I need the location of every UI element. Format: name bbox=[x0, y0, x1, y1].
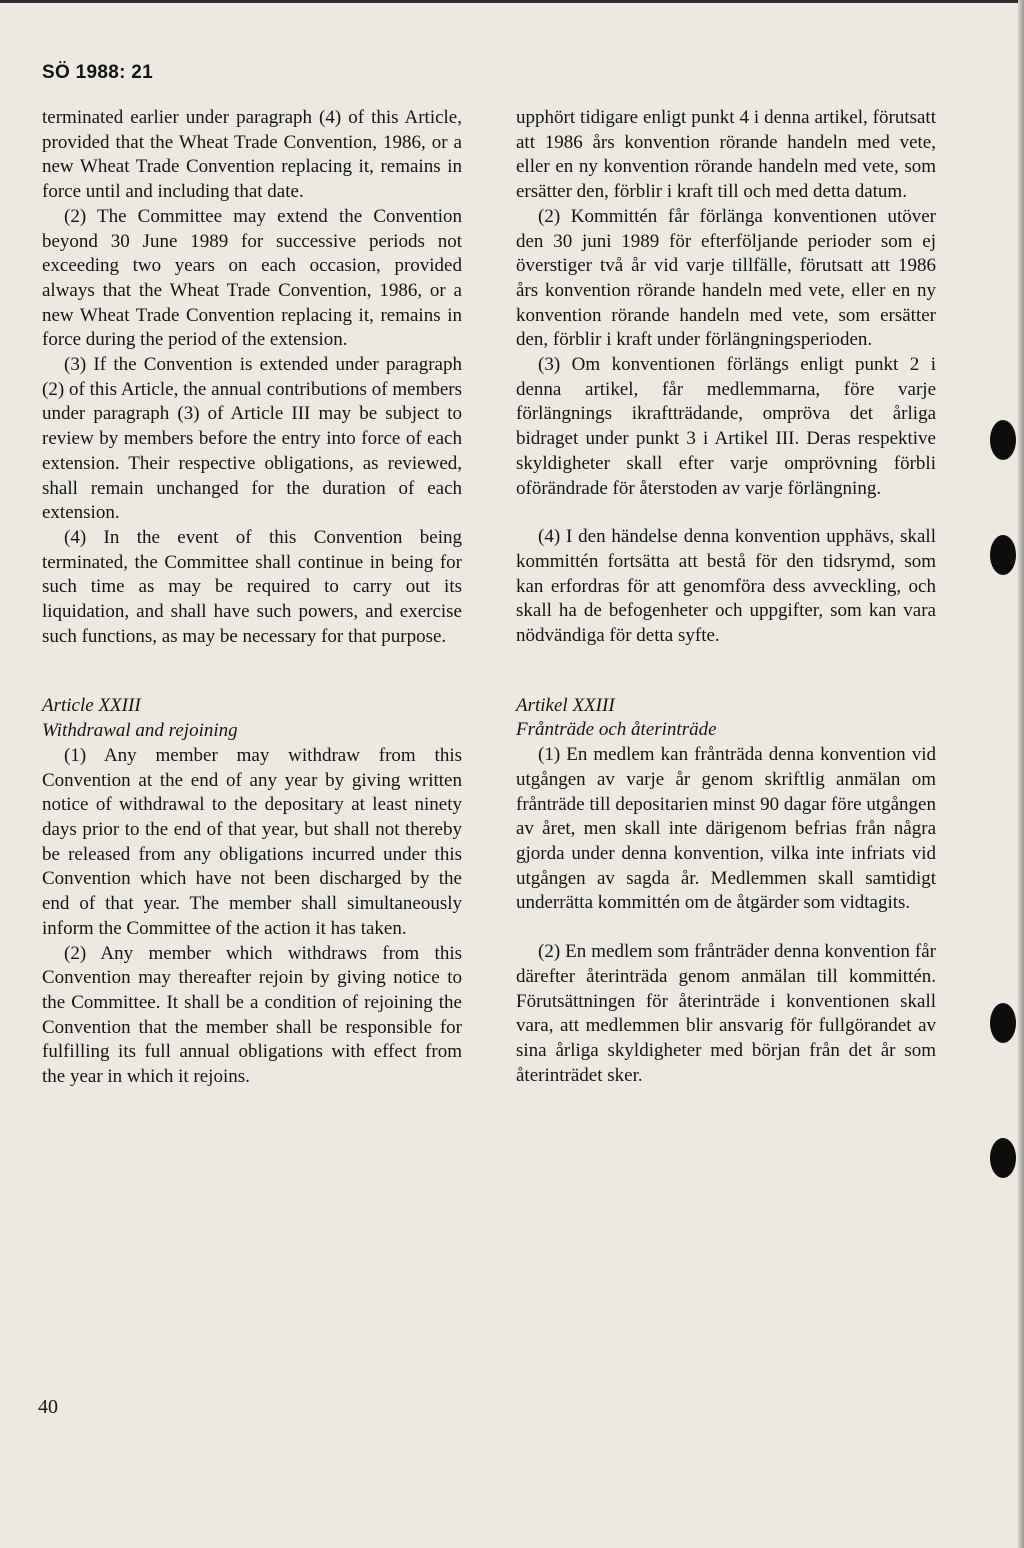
sv-withdrawal-paragraph-2: (2) En medlem som frånträder denna konvention får därefter återinträda genom anmälan till kommittén. Förutsättningen för återinträde i konventionen skall vara, att medlemmen blir ansvarig för fullgörandet av sina årliga skyldigheter med början från det år som återinträdet sker. bbox=[516, 941, 936, 1086]
swedish-column bbox=[516, 106, 936, 1088]
sv-paragraph-4: (4) I den händelse denna konvention upphävs, skall kommittén fortsätta att bestå för den tidsrymd, som kan erfordras för att genomföra dess avveckling, och skall ha de befogenheter och uppgifter, som kan vara nödvändiga för detta syfte. bbox=[516, 526, 936, 647]
english-column bbox=[42, 106, 462, 1090]
page-right-edge bbox=[1018, 0, 1024, 1548]
en-paragraph-continuation: terminated earlier under paragraph (4) of this Article, provided that the Wheat Trade Convention, 1986, or a new Wheat Trade Convention replacing it, remains in force until and including that date. bbox=[42, 107, 462, 203]
binder-hole-mark bbox=[990, 420, 1016, 460]
en-paragraph-2: (2) The Committee may extend the Convention beyond 30 June 1989 for successive periods not exceeding two years on each occasion, provided always that the Wheat Trade Convention, 1986, or a new Wheat Trade Convention replacing it, remains in force during the period of the extension. bbox=[42, 205, 462, 351]
section-spacer bbox=[516, 649, 936, 694]
sv-article-title: Artikel XXIII bbox=[516, 694, 615, 716]
sv-article-subtitle: Frånträde och återinträde bbox=[516, 719, 717, 741]
en-paragraph-3: (3) If the Convention is extended under paragraph (2) of this Article, the annual contributions of members under paragraph (3) of Article III may be subject to review by members before the entry into force of each extension. Their respective obligations, as reviewed, shall remain unchanged for the duration of each extension. bbox=[42, 354, 462, 524]
paragraph-spacer bbox=[516, 916, 936, 940]
page-number: 40 bbox=[38, 1396, 58, 1418]
binder-hole-mark bbox=[990, 1138, 1016, 1178]
en-withdrawal-paragraph-2: (2) Any member which withdraws from this Convention may thereafter rejoin by giving notice to the Committee. It shall be a condition of rejoining the Convention that the member shall be responsible for fulfilling its full annual obligations with effect from the year in which it rejoins. bbox=[42, 942, 462, 1088]
en-withdrawal-paragraph-1: (1) Any member may withdraw from this Convention at the end of any year by giving written notice of withdrawal to the depositary at least ninety days prior to the end of that year, but shall not thereby be released from any obligations incurred under this Convention which have not been discharged by the end of that year. The member shall simultaneously inform the Committee of the action it has taken. bbox=[42, 744, 462, 939]
sv-paragraph-3: (3) Om konventionen förlängs enligt punkt 2 i denna artikel, får medlemmarna, före varje förlängnings ikraftträdande, ompröva det årliga bidraget under punkt 3 i Artikel III. Deras respektive skyldigheter skall efter varje omprövning förbli oförändrade för återstoden av varje förlängning. bbox=[516, 354, 936, 499]
sv-paragraph-2: (2) Kommittén får förlänga konventionen utöver den 30 juni 1989 för efterföljande perioder som ej överstiger två år vid varje tillfälle, förutsatt att 1986 års konvention rörande handeln med vete, eller en ny konvention rörande handeln med vete, som ersätter den, förblir i kraft under förlängningsperioden. bbox=[516, 205, 936, 351]
section-spacer bbox=[42, 649, 462, 694]
sv-withdrawal-paragraph-1: (1) En medlem kan frånträda denna konvention vid utgången av varje år genom skriftlig anmälan om frånträde till depositarien minst 90 dagar före utgången av året, men skall inte därigenom befrias från några gjorda under denna konvention, vilka inte infriats vid utgången av sagda år. Medlemmen skall samtidigt underrätta kommittén om de åtgärder som vidtagits. bbox=[516, 744, 936, 914]
document-reference: SÖ 1988: 21 bbox=[42, 62, 154, 83]
sv-paragraph-continuation: upphört tidigare enligt punkt 4 i denna artikel, förutsatt att 1986 års konvention rörande handeln med vete, eller en ny konvention rörande handeln med vete, som ersätter den, förblir i kraft till och med detta datum. bbox=[516, 107, 936, 203]
en-article-subtitle: Withdrawal and rejoining bbox=[42, 720, 238, 742]
en-paragraph-4: (4) In the event of this Convention being terminated, the Committee shall continue in being for such time as may be required to carry out its liquidation, and shall have such powers, and exercise such functions, as may be necessary for that purpose. bbox=[42, 526, 462, 647]
binder-hole-mark bbox=[990, 535, 1016, 575]
paragraph-spacer bbox=[516, 501, 936, 525]
en-article-title: Article XXIII bbox=[42, 695, 141, 717]
binder-hole-mark bbox=[990, 1003, 1016, 1043]
page-top-edge bbox=[0, 0, 1024, 3]
